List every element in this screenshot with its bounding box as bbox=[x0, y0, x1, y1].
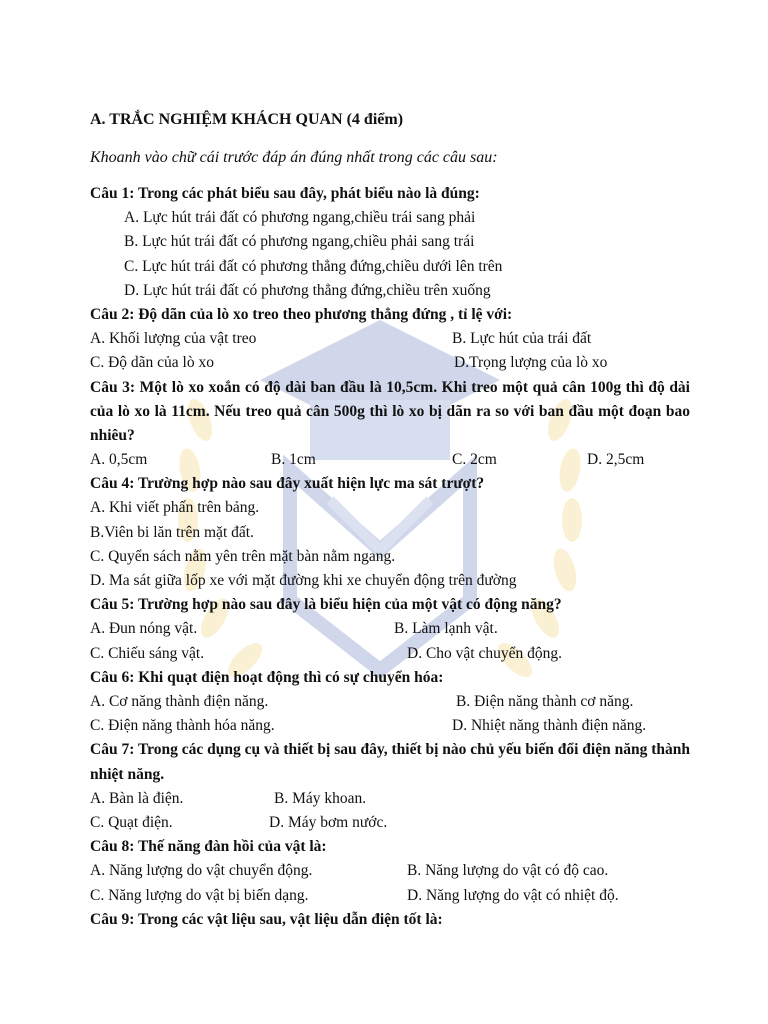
question-label: Câu 7 bbox=[90, 741, 130, 759]
question-label: Câu 6 bbox=[90, 668, 130, 686]
answer-option[interactable]: D. Ma sát giữa lốp xe với mặt đường khi xe chuyển động trên đường bbox=[90, 572, 517, 590]
option-row bbox=[90, 617, 690, 641]
option-row bbox=[90, 859, 690, 883]
question-7 bbox=[90, 738, 690, 786]
question-text: : Trong các vật liệu sau, vật liệu dẫn điện tốt là: bbox=[129, 910, 443, 928]
answer-option[interactable]: C. Chiếu sáng vật. bbox=[90, 644, 205, 662]
answer-option[interactable]: D. Nhiệt năng thành điện năng. bbox=[452, 717, 647, 735]
question-2 bbox=[90, 303, 690, 327]
answer-option[interactable]: B. Điện năng thành cơ năng. bbox=[456, 692, 634, 710]
option-row bbox=[90, 811, 690, 835]
answer-option[interactable]: A. Đun nóng vật. bbox=[90, 620, 198, 638]
answer-option[interactable]: D. Máy bơm nước. bbox=[269, 813, 388, 831]
question-4 bbox=[90, 472, 690, 496]
answer-option[interactable]: D. Lực hút trái đất có phương thẳng đứng,chiều trên xuống bbox=[124, 281, 491, 299]
question-label: Câu 1 bbox=[90, 185, 130, 202]
answer-option[interactable]: D. Năng lượng do vật có nhiệt độ. bbox=[407, 886, 619, 904]
answer-option[interactable]: D.Trọng lượng của lò xo bbox=[454, 354, 608, 372]
section-heading: A. TRẮC NGHIỆM KHÁCH QUAN (4 điểm) bbox=[90, 111, 404, 128]
answer-option[interactable]: C. Độ dãn của lò xo bbox=[90, 354, 214, 372]
answer-option[interactable]: A. 0,5cm bbox=[90, 451, 148, 469]
answer-option[interactable]: B. Làm lạnh vật. bbox=[394, 620, 498, 638]
answer-option[interactable]: B. Máy khoan. bbox=[274, 789, 367, 807]
option-row bbox=[90, 327, 690, 351]
question-label: Câu 9 bbox=[90, 910, 130, 928]
answer-option[interactable]: B. Năng lượng do vật có độ cao. bbox=[407, 862, 609, 880]
answer-option[interactable]: C. Quyển sách nằm yên trên mặt bàn nằm ngang. bbox=[90, 547, 396, 565]
quiz-document bbox=[90, 108, 690, 932]
question-1 bbox=[90, 182, 690, 206]
question-text: : Khi quạt điện hoạt động thì có sự chuyển hóa: bbox=[129, 668, 444, 686]
answer-option[interactable]: A. Khi viết phấn trên bảng. bbox=[90, 499, 260, 517]
question-text: : Trong các dụng cụ và thiết bị sau đây, thiết bị nào chủ yếu biến đổi điện năng thành nhiệt năng. bbox=[90, 741, 690, 783]
option-row bbox=[90, 884, 690, 908]
question-label: Câu 8 bbox=[90, 838, 130, 856]
answer-option[interactable]: A. Bàn là điện. bbox=[90, 789, 184, 807]
answer-option[interactable]: C. Quạt điện. bbox=[90, 813, 173, 831]
question-text: : Một lò xo xoắn có độ dài ban đầu là 10,5cm. Khi treo một quả cân 100g thì độ dài của lò xo là 11cm. Nếu treo quả cân 500g thì lò xo bị dãn ra so với ban đầu một đoạn bao nhiêu? bbox=[90, 378, 690, 444]
answer-option[interactable]: C. Năng lượng do vật bị biến dạng. bbox=[90, 886, 309, 904]
question-label: Câu 5 bbox=[90, 596, 130, 614]
question-label: Câu 4 bbox=[90, 475, 130, 493]
answer-option[interactable]: A. Khối lượng của vật treo bbox=[90, 330, 257, 348]
question-6 bbox=[90, 666, 690, 690]
answer-option[interactable]: C. Lực hút trái đất có phương thẳng đứng,chiều dưới lên trên bbox=[124, 257, 503, 275]
question-text: : Trường hợp nào sau đây xuất hiện lực ma sát trượt? bbox=[129, 475, 485, 493]
question-label: Câu 2 bbox=[90, 305, 130, 323]
answer-option[interactable]: B.Viên bi lăn trên mặt đất. bbox=[90, 523, 254, 541]
answer-option[interactable]: A. Cơ năng thành điện năng. bbox=[90, 692, 269, 710]
instruction-text: Khoanh vào chữ cái trước đáp án đúng nhất trong các câu sau: bbox=[90, 149, 498, 166]
option-row bbox=[90, 714, 690, 738]
option-row bbox=[90, 642, 690, 666]
answer-option[interactable]: A. Năng lượng do vật chuyển động. bbox=[90, 862, 313, 880]
answer-option[interactable]: B. 1cm bbox=[271, 451, 316, 469]
answer-option[interactable]: B. Lực hút trái đất có phương ngang,chiều phải sang trái bbox=[124, 233, 475, 251]
question-label: Câu 3 bbox=[90, 378, 130, 396]
answer-option[interactable]: D. Cho vật chuyển động. bbox=[407, 644, 562, 662]
answer-option[interactable]: D. 2,5cm bbox=[587, 451, 645, 469]
answer-option[interactable]: C. 2cm bbox=[452, 451, 497, 469]
answer-option[interactable]: A. Lực hút trái đất có phương ngang,chiều trái sang phải bbox=[124, 209, 476, 227]
option-row bbox=[90, 448, 690, 472]
question-text: : Thế năng đàn hồi của vật là: bbox=[129, 838, 327, 856]
question-8 bbox=[90, 835, 690, 859]
option-row bbox=[90, 690, 690, 714]
question-text: : Độ dãn của lò xo treo theo phương thẳng đứng , tỉ lệ với: bbox=[129, 305, 513, 323]
question-text: : Trường hợp nào sau đây là biểu hiện của một vật có động năng? bbox=[129, 596, 562, 614]
option-row bbox=[90, 351, 690, 375]
question-text: : Trong các phát biểu sau đây, phát biểu nào là đúng: bbox=[129, 185, 480, 202]
question-3 bbox=[90, 376, 690, 449]
option-row bbox=[90, 787, 690, 811]
question-9 bbox=[90, 908, 690, 932]
answer-option[interactable]: C. Điện năng thành hóa năng. bbox=[90, 717, 275, 735]
question-5 bbox=[90, 593, 690, 617]
answer-option[interactable]: B. Lực hút của trái đất bbox=[452, 330, 592, 348]
